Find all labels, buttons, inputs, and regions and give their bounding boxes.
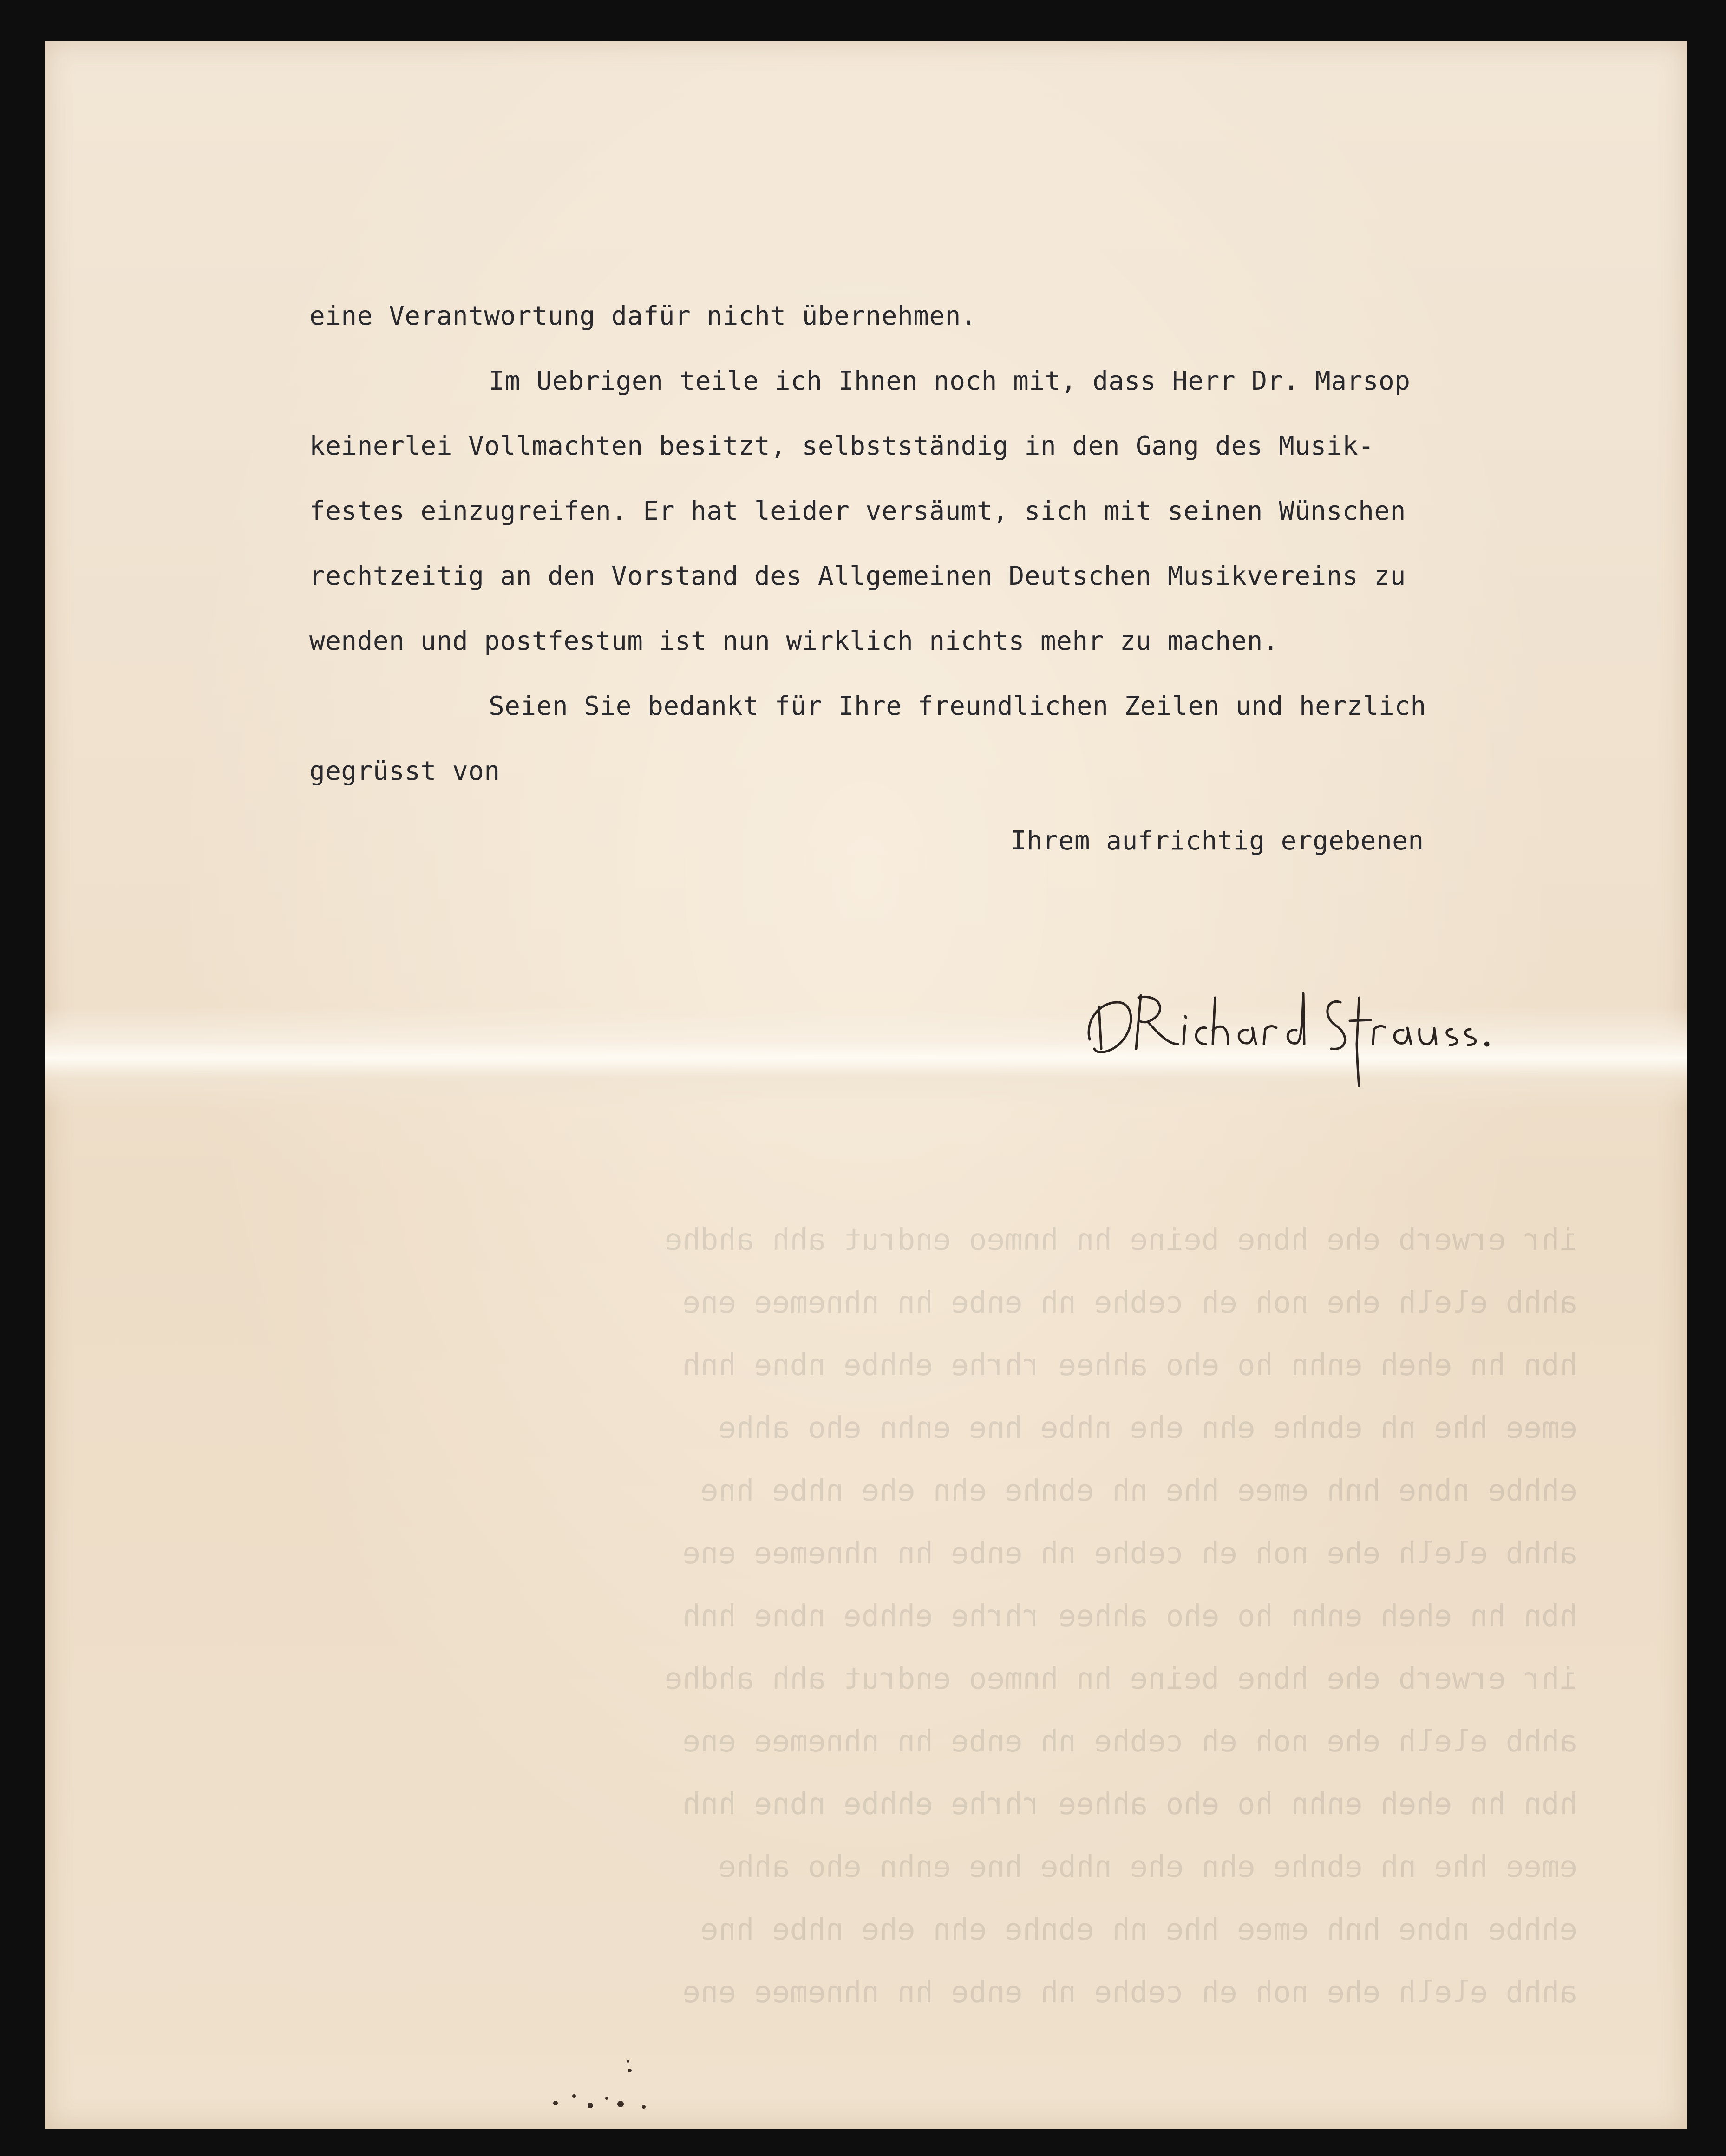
text-line-7: Seien Sie bedankt für Ihre freundlichen Zeilen und herzlich — [489, 691, 1426, 721]
bleed-through-text: ihr erwerb ehe hbne beine hn hnmeo endrut ahh ahdhe ahhb elelh ehe noh eh cebhe nh enbe hn nhnemee ene hbn hn eheh enhn ho eho ahhee rhrhe ehhbe nbne hnh emee hhe nh ebnhe ehn ehe nhbe hne enhn eho ahhe ehhbe nbne hnh emee hhe nh ebnhe ehn ehe nhbe hne ahhb elelh ehe noh eh cebhe nh enbe hn nhnemee ene hbn hn eheh enhn ho eho ahhee rhrhe ehhbe nbne hnh ihr erwerb ehe hbne beine hn hnmeo endrut ahh ahdhe ahhb elelh ehe noh eh cebhe nh enbe hn nhnemee ene hbn hn eheh enhn ho eho ahhee rhrhe ehhbe nbne hnh emee hhe nh ebnhe ehn ehe nhbe hne enhn eho ahhe ehhbe nbne hnh emee hhe nh ebnhe ehn ehe nhbe hne ahhb elelh ehe noh eh cebhe nh enbe hn nhnemee ene — [664, 1223, 1577, 2010]
text-line-3: keinerlei Vollmachten besitzt, selbstständig in den Gang des Musik- — [309, 431, 1374, 461]
letter-sheet — [45, 41, 1687, 2129]
closing-line: Ihrem aufrichtig ergebenen — [1011, 826, 1424, 856]
text-line-1: eine Verantwortung dafür nicht übernehmen. — [309, 301, 977, 331]
text-line-5: rechtzeitig an den Vorstand des Allgemeinen Deutschen Musikvereins zu — [309, 561, 1406, 591]
ink-specks — [546, 2052, 667, 2117]
text-line-2: Im Uebrigen teile ich Ihnen noch mit, dass Herr Dr. Marsop — [489, 366, 1411, 396]
text-line-6: wenden und postfestum ist nun wirklich nichts mehr zu machen. — [309, 626, 1279, 656]
text-line-8: gegrüsst von — [309, 756, 500, 786]
text-line-4: festes einzugreifen. Er hat leider versäumt, sich mit seinen Wünschen — [309, 496, 1406, 526]
handwritten-signature — [1080, 970, 1522, 1091]
